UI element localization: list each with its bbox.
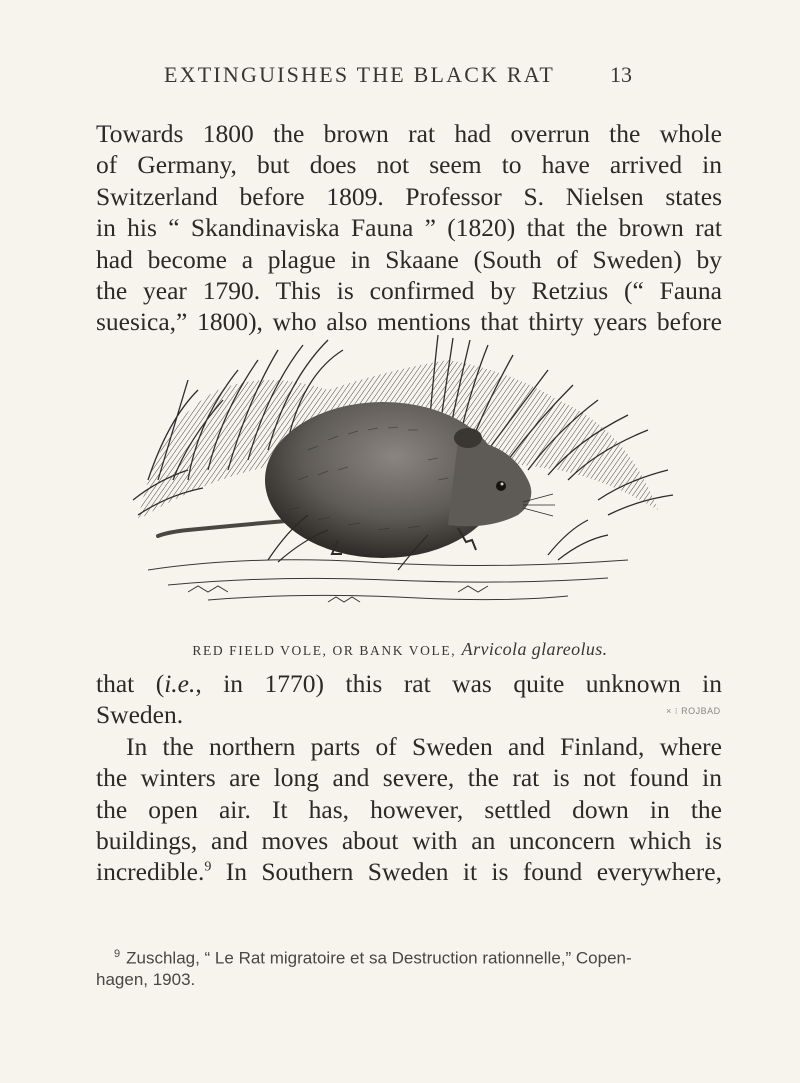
footnote-line: hagen, 1903. (96, 970, 196, 990)
library-stamp: × ⁝ ROJBAD (666, 706, 721, 716)
text-line: that (i.e., in 1770) this rat was quite unknown in (96, 669, 723, 698)
top-paragraph (96, 118, 722, 338)
footnote-mark: 9 (114, 948, 121, 960)
caption-text: RED FIELD VOLE, OR BANK VOLE, (192, 643, 457, 658)
running-head (0, 62, 800, 96)
vole-ear (454, 428, 482, 448)
ground (148, 560, 628, 602)
text-line: Sweden. (96, 700, 184, 730)
text-line: in his “ Skandinaviska Fauna ” (1820) that the brown rat (96, 213, 722, 243)
text-line: buildings, and moves about with an unconcern which is (96, 826, 722, 856)
vole-tail (158, 520, 298, 536)
text-line: In the northern parts of Sweden and Finland, where (126, 731, 722, 761)
text-line: the open air. It has, however, settled down in the (96, 794, 722, 824)
vole-illustration (128, 330, 676, 630)
page-number: 13 (610, 62, 632, 87)
footnote-line: $^9$ Zuschlag, “ Le Rat migratoire et sa Destruction rationnelle,” Copen- (114, 948, 632, 968)
footnote (96, 944, 722, 991)
text-line: the year 1790. This is confirmed by Retzius (“ Fauna (96, 276, 722, 306)
bottom-paragraph (96, 668, 722, 888)
footnote-reference: 9 (204, 859, 212, 875)
text-line: had become a plague in Skaane (South of Sweden) by (96, 244, 722, 274)
running-head-title: EXTINGUISHES THE BLACK RAT (164, 62, 556, 87)
text-line: Switzerland before 1809. Professor S. Nielsen states (96, 181, 722, 211)
text-line: suesica,” 1800), who also mentions that thirty years before (96, 307, 722, 337)
text-line: of Germany, but does not seem to have arrived in (96, 150, 722, 180)
vole-eye (496, 481, 506, 491)
text-line: incredible.$^9$ In Southern Sweden it is found everywhere, (96, 857, 722, 887)
figure-caption (0, 639, 800, 660)
text-line: Towards 1800 the brown rat had overrun the whole (96, 119, 722, 148)
caption-latin-name: Arvicola glareolus. (461, 639, 608, 659)
text-line: the winters are long and severe, the rat is not found in (96, 763, 722, 793)
